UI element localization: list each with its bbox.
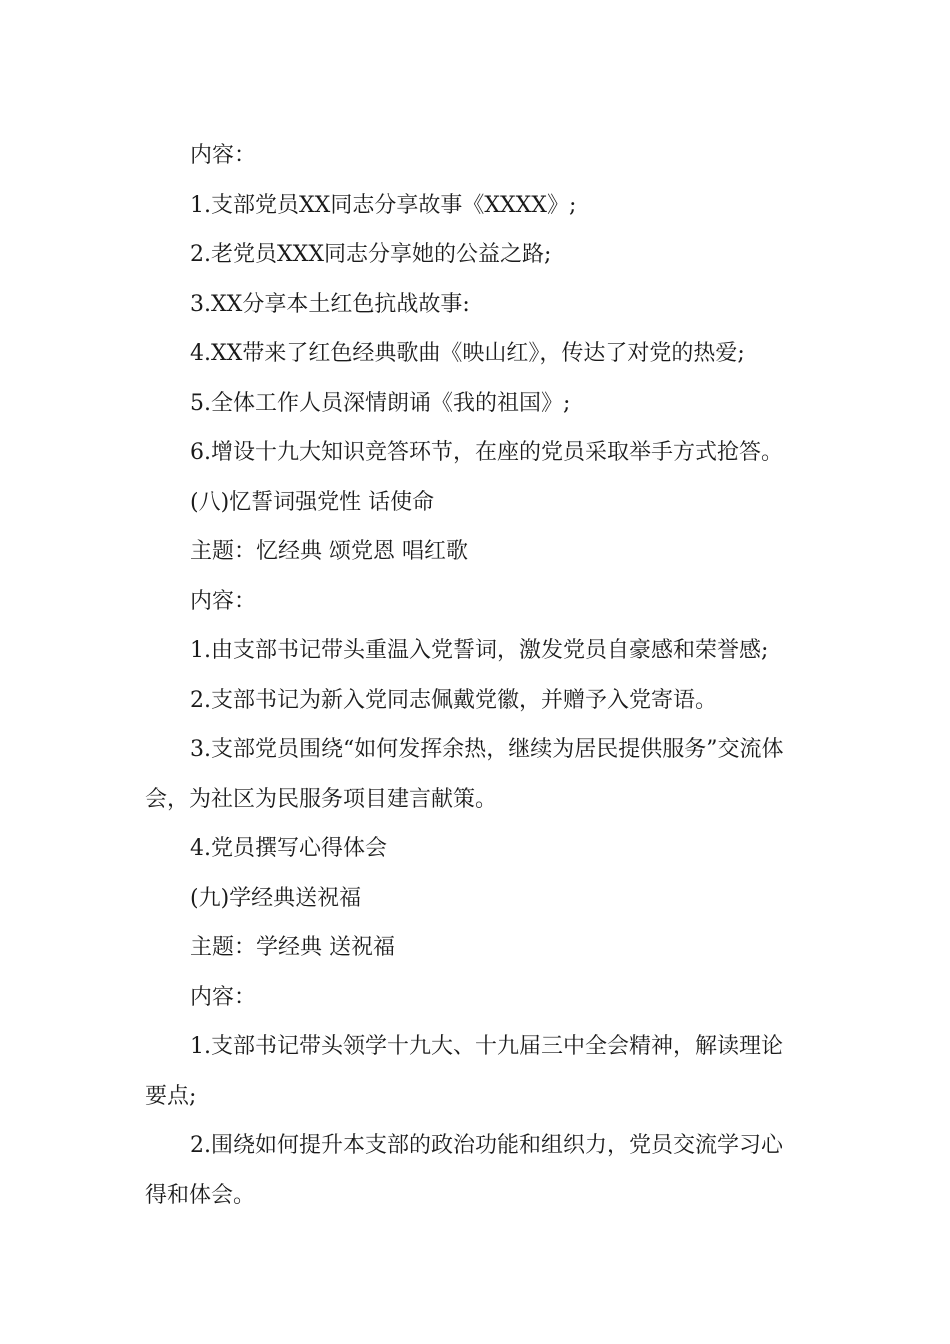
paragraph-item-8-3: 3.支部党员围绕“如何发挥余热，继续为居民提供服务”交流体会，为社区为民服务项目建言献策。 <box>145 737 784 812</box>
paragraph-content-label-2: 内容： <box>190 588 257 614</box>
document-body <box>145 131 795 1220</box>
paragraph-item-5: 5.全体工作人员深情朗诵《我的祖国》; <box>190 390 571 416</box>
paragraph-item-6: 6.增设十九大知识竞答环节，在座的党员采取举手方式抢答。 <box>190 440 783 465</box>
paragraph-content-label-1: 内容： <box>190 143 257 168</box>
paragraph-item-9-1: 1.支部书记带头领学十九大、十九届三中全会精神，解读理论要点; <box>145 1034 783 1109</box>
paragraph-item-8-4: 4.党员撰写心得体会 <box>190 836 387 861</box>
paragraph-content-label-3: 内容： <box>190 984 257 1010</box>
section-heading-8: (八)忆誓词强党性 话使命 <box>190 489 435 515</box>
section-theme-8: 主题：忆经典 颂党恩 唱红歌 <box>190 539 468 564</box>
paragraph-item-8-1: 1.由支部书记带头重温入党誓词，激发党员自豪感和荣誉感; <box>190 638 769 663</box>
paragraph-item-9-2: 2.围绕如何提升本支部的政治功能和组织力，党员交流学习心得和体会。 <box>145 1133 783 1208</box>
paragraph-item-2: 2.老党员XXX同志分享她的公益之路; <box>190 242 552 267</box>
paragraph-item-3: 3.XX分享本土红色抗战故事: <box>190 291 470 317</box>
paragraph-item-4: 4.XX带来了红色经典歌曲《映山红》，传达了对党的热爱; <box>190 341 745 366</box>
paragraph-item-8-2: 2.支部书记为新入党同志佩戴党徽，并赠予入党寄语。 <box>190 687 717 713</box>
paragraph-item-1: 1.支部党员XX同志分享故事《XXXX》; <box>190 192 577 218</box>
section-theme-9: 主题：学经典 送祝福 <box>190 935 395 960</box>
section-heading-9: (九)学经典送祝福 <box>190 885 362 911</box>
